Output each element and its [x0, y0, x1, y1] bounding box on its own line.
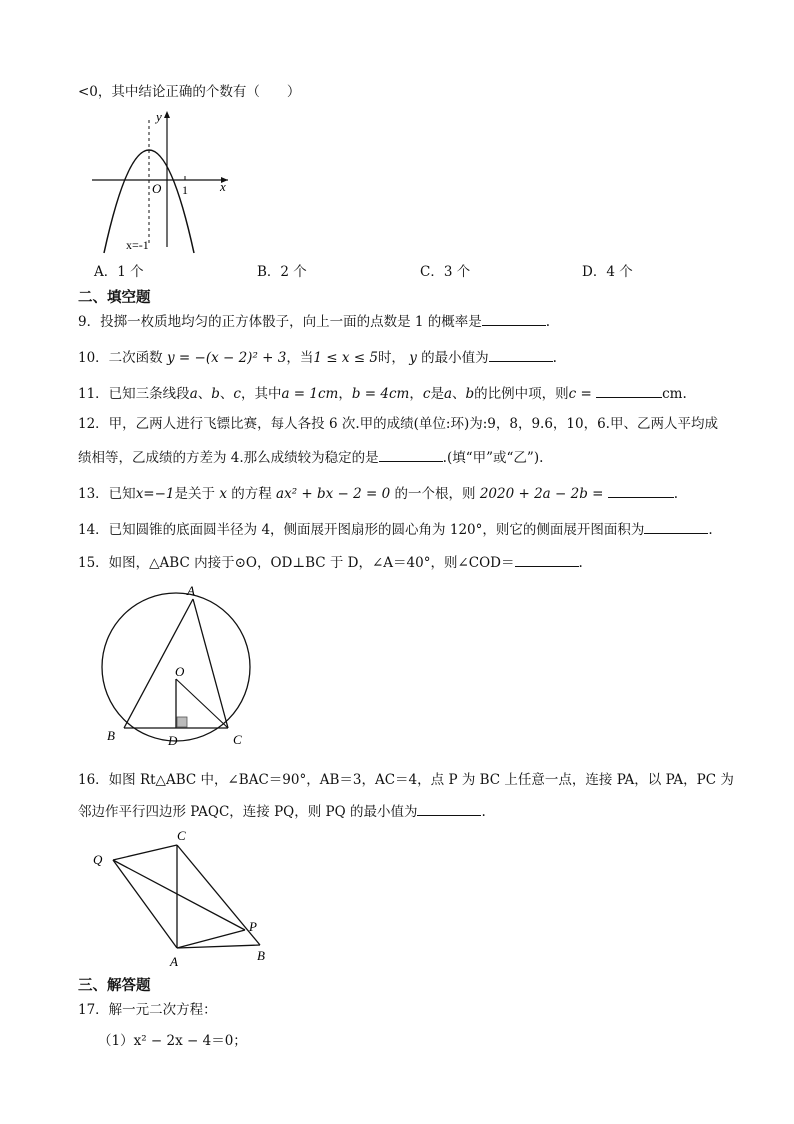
question-17-part-1: （1）x² − 2x − 4＝0； — [98, 1033, 247, 1049]
q8-tail: <0，其中结论正确的个数有（ ） — [78, 84, 301, 100]
option-c: C．3 个 — [420, 264, 471, 280]
parallelogram-figure — [85, 825, 275, 970]
point-a-label: A — [187, 585, 195, 598]
point-q-label: Q — [93, 852, 103, 867]
answer-blank — [515, 552, 579, 567]
point-p-label: P — [249, 919, 257, 934]
question-12-line1: 12．甲，乙两人进行飞镖比赛，每人各投 6 次.甲的成绩(单位:环)为:9，8，9.6，10，6.甲、乙两人平均成 — [78, 416, 718, 432]
question-13: 13．已知x=−1是关于 x 的方程 ax² + bx − 2 = 0 的一个根，则 2020 + 2a − 2b = . — [78, 483, 678, 504]
question-15: 15．如图，△ABC 内接于⊙O，OD⊥BC 于 D，∠A＝40°，则∠COD＝ . — [78, 552, 583, 573]
x-axis-label: x — [220, 179, 226, 194]
section-fill-in: 二、填空题 — [78, 290, 151, 306]
question-11: 11．已知三条线段a、b、c，其中a = 1cm，b = 4cm，c是a、b的比例中项，则c = cm. — [78, 383, 687, 404]
point-d-label: D — [168, 733, 178, 748]
answer-blank — [417, 801, 481, 816]
y-axis-label: y — [156, 109, 162, 124]
question-16-line1: 16．如图 Rt△ABC 中，∠BAC＝90°，AB＝3，AC＝4，点 P 为 BC 上任意一点，连接 PA，以 PA，PC 为 — [78, 772, 734, 788]
question-9: 9．投掷一枚质地均匀的正方体骰子，向上一面的点数是 1 的概率是 . — [78, 311, 550, 332]
option-a: A．1 个 — [94, 264, 144, 280]
option-b: B．2 个 — [257, 264, 307, 280]
origin-label: O — [152, 181, 162, 196]
question-10: 10．二次函数 y = −(x − 2)² + 3，当1 ≤ x ≤ 5时， y 的最小值为 . — [78, 347, 557, 368]
answer-blank — [644, 519, 708, 534]
answer-blank — [596, 383, 662, 398]
answer-blank — [482, 311, 546, 326]
point-b-label: B — [257, 948, 265, 963]
point-c-label: C — [233, 732, 242, 747]
section-solve: 三、解答题 — [78, 978, 151, 994]
point-c-label: C — [177, 828, 186, 843]
tick-one-label: 1 — [182, 183, 188, 197]
question-12-line2: 绩相等，乙成绩的方差为 4.那么成绩较为稳定的是 .(填“甲”或“乙”). — [78, 447, 543, 468]
question-16-line2: 邻边作平行四边形 PAQC，连接 PQ，则 PQ 的最小值为 . — [78, 801, 486, 822]
question-14: 14．已知圆锥的底面圆半径为 4，侧面展开图扇形的圆心角为 120°，则它的侧面展开图面积为 . — [78, 519, 713, 540]
point-b-label: B — [107, 728, 115, 743]
answer-blank — [608, 483, 674, 498]
option-d: D．4 个 — [582, 264, 633, 280]
parabola-graph — [90, 105, 240, 255]
circle-triangle-figure — [95, 585, 270, 750]
point-o-label: O — [175, 664, 185, 679]
question-17: 17．解一元二次方程： — [78, 1002, 217, 1018]
answer-blank — [379, 447, 443, 462]
axis-of-symmetry-label: x=-1 — [126, 238, 149, 252]
answer-blank — [489, 347, 553, 362]
point-a-label: A — [170, 954, 178, 969]
